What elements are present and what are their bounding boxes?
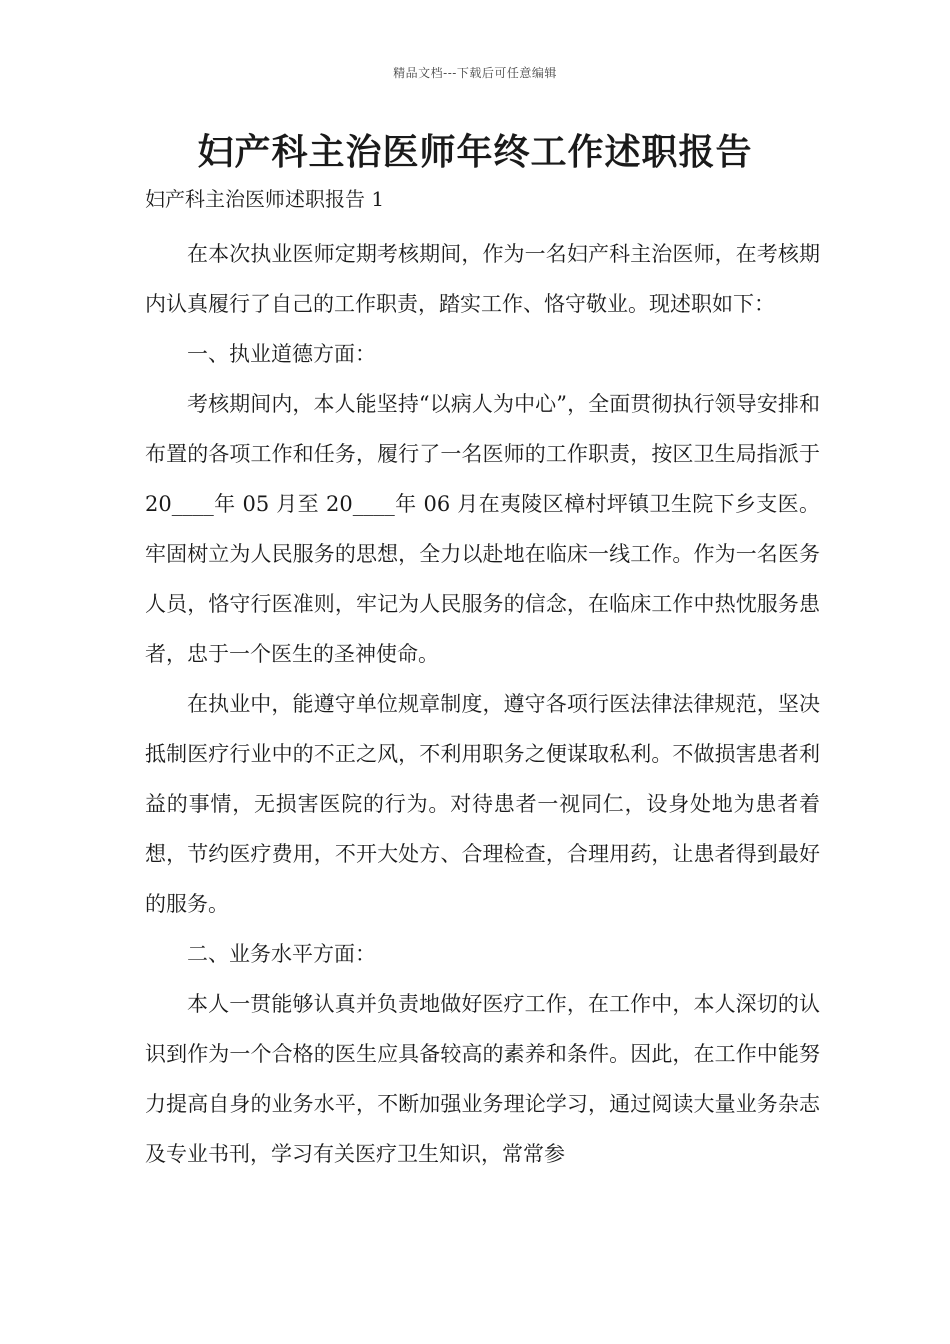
header-note: 精品文档---下载后可任意编辑 — [393, 66, 557, 80]
document-subtitle: 妇产科主治医师述职报告 1 — [145, 187, 385, 211]
paragraph-skills-1: 本人一贯能够认真并负责地做好医疗工作，在工作中，本人深切的认识到作为一个合格的医生应具备较高的素养和条件。因此，在工作中能努力提高自身的业务水平，不断加强业务理论学习，通过阅读大量业务杂志及专业书刊，学习有关医疗卫生知识，常常参 — [145, 992, 820, 1166]
paragraph-ethics-2: 在执业中，能遵守单位规章制度，遵守各项行医法律法律规范，坚决抵制医疗行业中的不正之风，不利用职务之便谋取私利。不做损害患者利益的事情，无损害医院的行为。对待患者一视同仁，设身处地为患者着想，节约医疗费用，不开大处方、合理检查，合理用药，让患者得到最好的服务。 — [145, 692, 820, 916]
paragraph-ethics-1: 考核期间内，本人能坚持“以病人为中心”，全面贯彻执行领导安排和布置的各项工作和任务，履行了一名医师的工作职责，按区卫生局指派于 20____年 05 月至 20____年 06 月在夷陵区樟村坪镇卫生院下乡支医。牢固树立为人民服务的思想，全力以赴地在临床一线工作。作为一名医务人员，恪守行医准则，牢记为人民服务的信念，在临床工作中热忱服务患者，忠于一个医生的圣神使命。 — [145, 392, 820, 666]
document-title: 妇产科主治医师年终工作述职报告 — [197, 131, 753, 173]
paragraph-intro: 在本次执业医师定期考核期间，作为一名妇产科主治医师，在考核期内认真履行了自己的工作职责，踏实工作、恪守敬业。现述职如下： — [145, 242, 820, 316]
section-heading-skills: 二、业务水平方面： — [187, 942, 376, 966]
document-body — [145, 229, 820, 1179]
section-heading-ethics: 一、执业道德方面： — [187, 342, 376, 366]
